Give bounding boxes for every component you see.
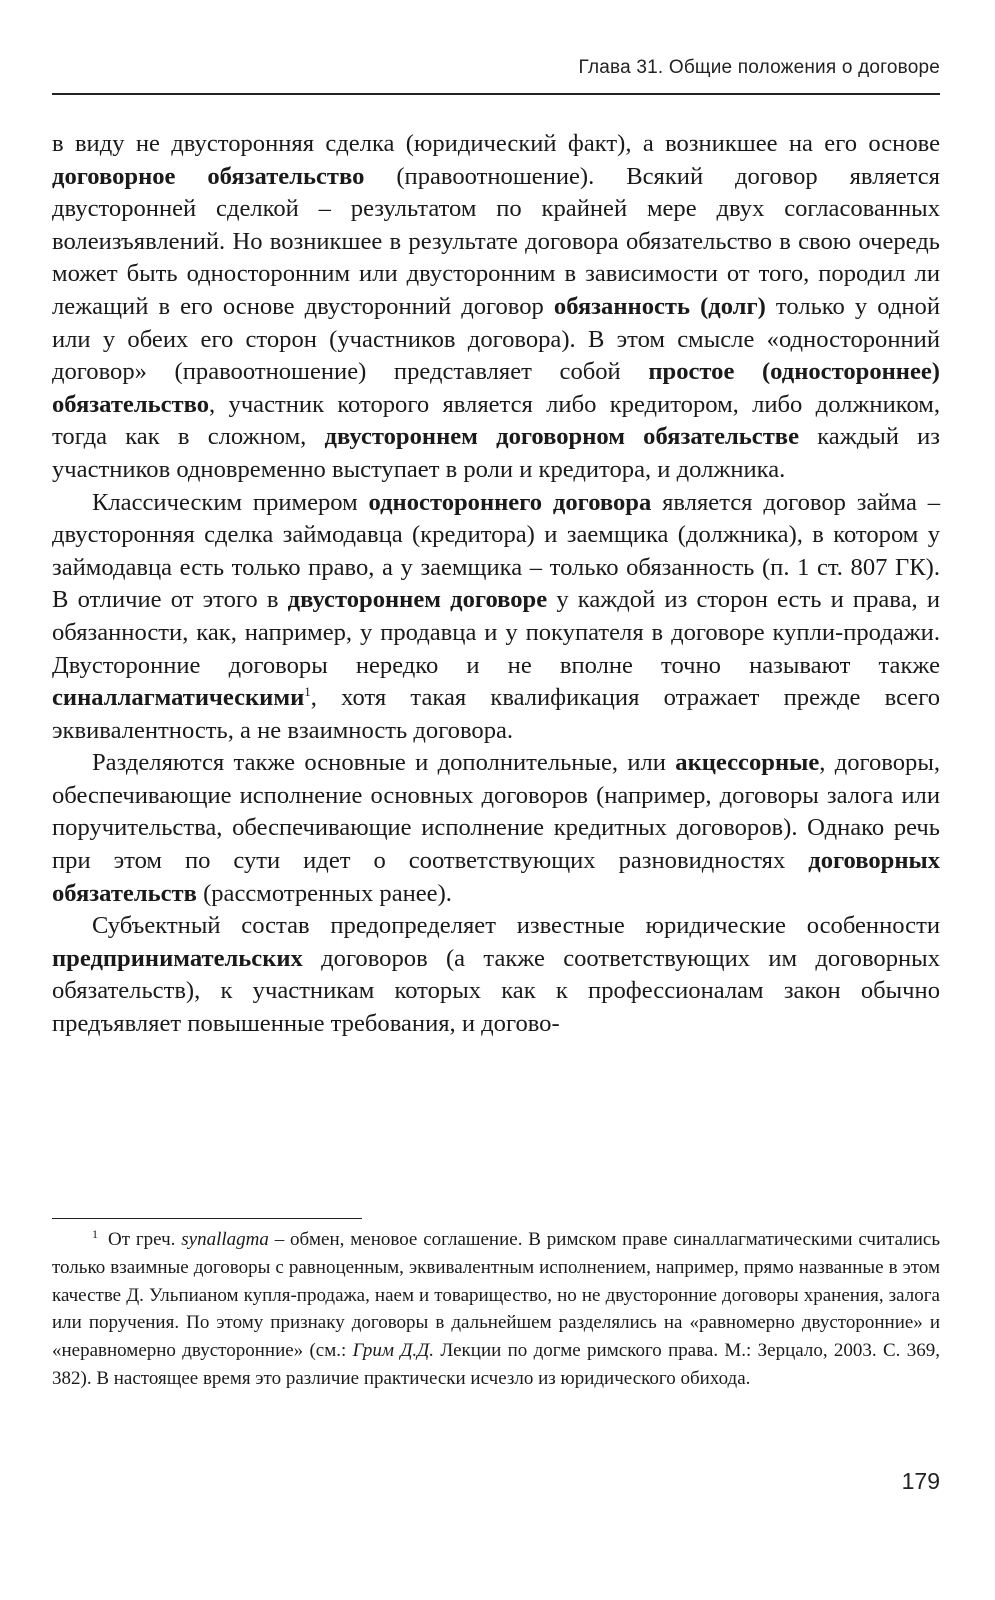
text-run: , договоры, обеспечивающие исполнение основных договоров (например, договоры залога или поручительства, обеспечивающие исполнение кредитных договоров). Однако речь при этом по сути идет о соответствующих разновидностях bbox=[52, 749, 940, 875]
paragraph-2 bbox=[52, 487, 940, 748]
bold-term: акцессорные bbox=[675, 749, 820, 777]
page-number: 179 bbox=[901, 1468, 940, 1494]
text-run: Классическим примером bbox=[92, 488, 369, 516]
text-run: , участник которого является либо кредитором, либо должником, тогда как в сложном, bbox=[52, 390, 940, 451]
running-head: Глава 31. Общие положения о договоре bbox=[578, 57, 940, 78]
text-run: каждый из участников одновременно выступает в роли и кредитора, и должника. bbox=[52, 423, 941, 483]
text-run: Лекции по догме римского права. М.: Зерцало, 2003. С. 369, 382). В настоящее время это различие практически исчезло из юридического обихода. bbox=[52, 1340, 940, 1389]
bold-term: договорных обязательств bbox=[52, 847, 940, 907]
bold-term: обязанность (долг) bbox=[553, 292, 766, 320]
text-run: Разделяются также основные и дополнительные, или bbox=[92, 749, 676, 777]
footnote-1 bbox=[52, 1226, 940, 1393]
bold-term: одностороннего договора bbox=[368, 488, 652, 516]
header-rule bbox=[52, 93, 940, 95]
text-run: является договор займа – двусторонняя сделка займодавца (кредитора) и заемщика (должника), в котором у займодавца есть только право, а у заемщика – только обязанность (п. 1 ст. 807 ГК). В отличие от этого в bbox=[52, 488, 940, 614]
text-run: (правоотношение). Всякий договор является двусторонней сделкой – результатом по крайней мере двух согласованных волеизъявлений. Но возникшее в результате договора обязательство в свою очередь может быть односторонним или двусторонним в зависимости от того, породил ли лежащий в его основе двусторонний договор bbox=[52, 162, 940, 320]
text-run: только у одной или у обеих его сторон (участников договора). В этом смысле «односторонний договор» (правоотношение) представляет собой bbox=[52, 292, 940, 386]
footnote-rule bbox=[52, 1218, 362, 1219]
footnote-text bbox=[52, 1226, 941, 1389]
text-run: Субъектный состав предопределяет известные юридические особенности bbox=[92, 912, 940, 940]
italic-term: Грим Д.Д. bbox=[352, 1340, 435, 1362]
italic-term: synallagma bbox=[181, 1229, 269, 1250]
text-run: (рассмотренных ранее). bbox=[196, 879, 452, 907]
main-text bbox=[52, 128, 940, 1041]
text-run: , хотя такая квалификация отражает прежде всего эквивалентность, а не взаимность договора. bbox=[52, 684, 940, 744]
text-run: в виду не двусторонняя сделка (юридический факт), а возникшее на его основе bbox=[52, 130, 940, 157]
bold-term: двустороннем договоре bbox=[287, 586, 548, 614]
paragraph-3 bbox=[52, 747, 940, 910]
text-run: у каждой из сторон есть и права, и обязанности, как, например, у продавца и у покупателя в договоре купли-продажи. Двусторонние договоры нередко и не вполне точно называют также bbox=[52, 586, 940, 679]
paragraph-4 bbox=[52, 910, 940, 1040]
footnote-reference: 1 bbox=[304, 683, 311, 699]
footnote-mark: 1 bbox=[92, 1226, 98, 1241]
bold-term: синаллагматическими bbox=[52, 684, 305, 712]
bold-term: предпринимательских bbox=[52, 944, 303, 972]
paragraph-1 bbox=[52, 128, 940, 487]
text-run: От греч. bbox=[108, 1229, 182, 1250]
bold-term: двустороннем договорном обязательстве bbox=[324, 423, 799, 451]
text-run: договоров (а также соответствующих им договорных обязательств), к участникам которых как к профессионалам закон обычно предъявляет повышенные требования, и догово- bbox=[52, 944, 940, 1038]
text-run: – обмен, меновое соглашение. В римском праве синаллагматическими считались только взаимные договоры с равноценным, эквивалентным исполнением, например, прямо названные в этом качестве Д. Ульпианом купля-продажа, наем и товарищество, но не двусторонние договоры хранения, залога или поручения. По этому признаку договоры в дальнейшем разделялись на «равномерно двусторонние» и «неравномерно двусторонние» (см.: bbox=[52, 1229, 941, 1362]
bold-term: договорное обязательство bbox=[52, 162, 365, 190]
bold-term: простое (одностороннее) обязательство bbox=[52, 358, 940, 418]
